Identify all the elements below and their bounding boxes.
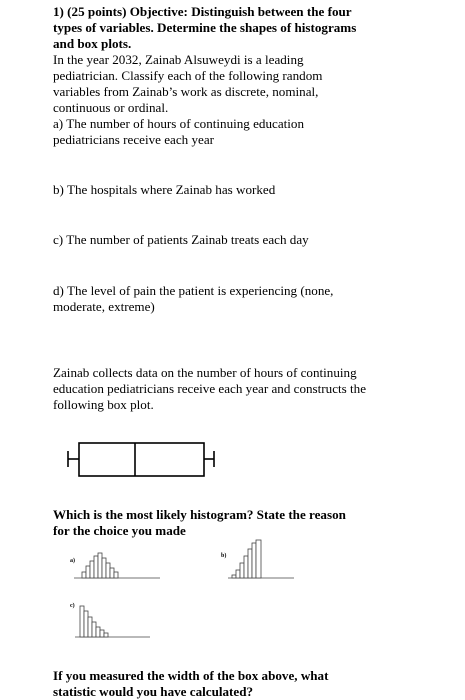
histogram-b [221, 540, 294, 578]
histogram-c-bar [100, 630, 104, 637]
boxplot-text-line-3: following box plot. [53, 397, 154, 412]
histogram-a-bar [98, 553, 102, 578]
histogram-b-bar [244, 556, 248, 578]
histogram-c [70, 602, 150, 637]
intro-line-2: pediatrician. Classify each of the following random [53, 68, 323, 83]
histogram-a-label: a) [70, 558, 75, 564]
item-c: c) The number of patients Zainab treats each day [53, 232, 309, 247]
histogram-c-bar [80, 606, 84, 637]
histogram-c-label: c) [70, 603, 75, 609]
box-plot [68, 443, 214, 476]
question-header-line-1: 1) (25 points) Objective: Distinguish between the four [53, 4, 352, 19]
histogram-a-bar [106, 563, 110, 578]
histogram-a-bar [114, 572, 118, 578]
item-d-line-2: moderate, extreme) [53, 299, 155, 314]
histogram-b-label: b) [221, 553, 227, 559]
histogram-b-bar [252, 543, 256, 578]
intro-line-1: In the year 2032, Zainab Alsuweydi is a leading [53, 52, 304, 67]
histogram-b-bar [240, 563, 244, 578]
histogram-c-bar [96, 627, 100, 637]
histogram-a-bar [102, 558, 106, 578]
item-a-line-1: a) The number of hours of continuing education [53, 116, 305, 131]
histogram-c-bar [88, 617, 92, 637]
histogram-b-bar [232, 575, 236, 578]
item-b: b) The hospitals where Zainab has worked [53, 182, 276, 197]
item-a-line-2: pediatricians receive each year [53, 132, 215, 147]
intro-line-4: continuous or ordinal. [53, 100, 169, 115]
histogram-a-bar [94, 556, 98, 578]
final-question-line-1: If you measured the width of the box above, what [53, 668, 329, 683]
item-d-line-1: d) The level of pain the patient is experiencing (none, [53, 283, 334, 298]
histogram-question-line-1: Which is the most likely histogram? State the reason [53, 507, 346, 522]
histogram-c-bar [92, 622, 96, 637]
question-header-line-3: and box plots. [53, 36, 132, 51]
histogram-b-bar [236, 570, 240, 578]
intro-line-3: variables from Zainab’s work as discrete, nominal, [53, 84, 319, 99]
final-question-line-2: statistic would you have calculated? [53, 684, 254, 699]
box-plot-box [79, 443, 204, 476]
histogram-a [70, 553, 160, 578]
histogram-b-bar [248, 549, 252, 578]
histogram-b-bar [256, 540, 261, 578]
question-header-line-2: types of variables. Determine the shapes of histograms [53, 20, 357, 35]
histogram-a-bar [82, 572, 86, 578]
histogram-a-bar [110, 568, 114, 578]
histogram-a-bar [90, 561, 94, 578]
boxplot-text-line-2: education pediatricians receive each year and constructs the [53, 381, 367, 396]
histogram-question-line-2: for the choice you made [53, 523, 186, 538]
histogram-c-bar [104, 633, 108, 637]
histogram-a-bar [86, 566, 90, 578]
histogram-c-bar [84, 611, 88, 637]
boxplot-text-line-1: Zainab collects data on the number of hours of continuing [53, 365, 357, 380]
